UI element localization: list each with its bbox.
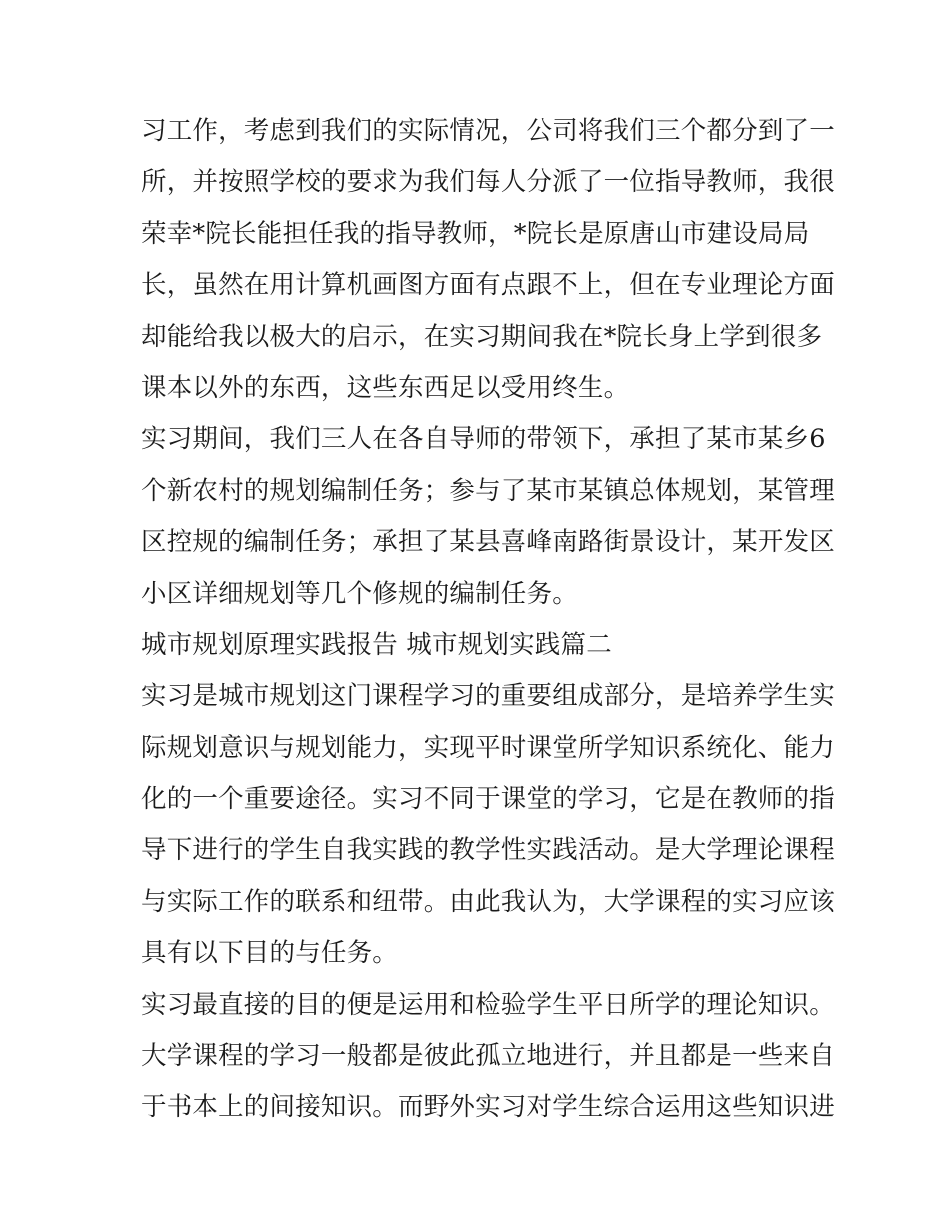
text-line: 实习期间，我们三人在各自导师的带领下，承担了某市某乡6 bbox=[141, 424, 826, 455]
text-line: 具有以下目的与任务。 bbox=[141, 938, 399, 969]
text-line: 际规划意识与规划能力，实现平时课堂所学知识系统化、能力 bbox=[141, 732, 835, 763]
text-line: 化的一个重要途径。实习不同于课堂的学习，它是在教师的指 bbox=[141, 784, 835, 815]
text-line: 与实际工作的联系和纽带。由此我认为，大学课程的实习应该 bbox=[141, 886, 835, 917]
text-line: 于书本上的间接知识。而野外实习对学生综合运用这些知识进 bbox=[141, 1092, 835, 1123]
text-line: 区控规的编制任务；承担了某县喜峰南路街景设计，某开发区 bbox=[141, 527, 835, 558]
text-line: 所，并按照学校的要求为我们每人分派了一位指导教师，我很 bbox=[141, 167, 835, 198]
text-line: 大学课程的学习一般都是彼此孤立地进行，并且都是一些来自 bbox=[141, 1041, 835, 1072]
text-line: 荣幸*院长能担任我的指导教师，*院长是原唐山市建设局局 bbox=[141, 218, 810, 249]
text-line: 课本以外的东西，这些东西足以受用终生。 bbox=[141, 372, 630, 403]
section-heading: 城市规划原理实践报告 城市规划实践篇二 bbox=[141, 629, 612, 660]
text-line: 却能给我以极大的启示，在实习期间我在*院长身上学到很多 bbox=[141, 321, 823, 352]
text-line: 小区详细规划等几个修规的编制任务。 bbox=[141, 578, 578, 609]
text-line: 习工作，考虑到我们的实际情况，公司将我们三个都分到了一 bbox=[141, 116, 835, 146]
text-line: 个新农村的规划编制任务；参与了某市某镇总体规划，某管理 bbox=[141, 475, 835, 506]
text-line: 实习是城市规划这门课程学习的重要组成部分，是培养学生实 bbox=[141, 681, 835, 712]
text-line: 导下进行的学生自我实践的教学性实践活动。是大学理论课程 bbox=[141, 835, 835, 866]
document-body bbox=[141, 106, 835, 1134]
text-line: 实习最直接的目的便是运用和检验学生平日所学的理论知识。 bbox=[141, 989, 835, 1020]
text-line: 长，虽然在用计算机画图方面有点跟不上，但在专业理论方面 bbox=[141, 270, 835, 301]
